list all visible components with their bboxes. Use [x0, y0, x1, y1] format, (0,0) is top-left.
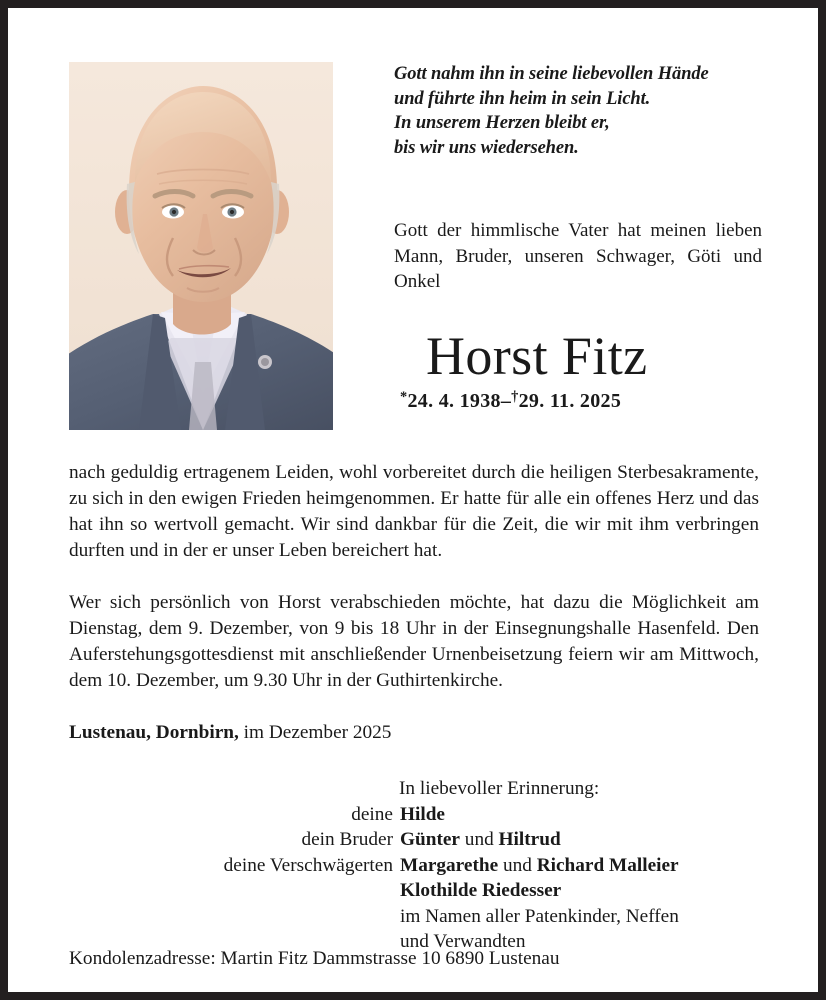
intro-text: Gott der himmlische Vater hat meinen lieben Mann, Bruder, unseren Schwager, Göti und Onkel [394, 220, 762, 292]
condolence-address: Kondolenzadresse: Martin Fitz Dammstrasse 10 6890 Lustenau [69, 948, 560, 969]
family-relation: deine Verschwägerten [223, 854, 393, 876]
portrait-illustration [69, 62, 333, 430]
birth-date: 24. 4. 1938 [407, 389, 501, 412]
family-names: Margarethe und Richard Malleier [400, 854, 679, 876]
family-relation [69, 904, 393, 930]
body-paragraph-2: Wer sich persönlich von Horst verabschieden möchte, hat dazu die Möglichkeit am Dienstag, dem 9. Dezember, von 9 bis 18 Uhr in der Einsegnungshalle Hasenfeld. Den Auferstehungsgottesdienst mit anschließender Urnenbeisetzung feiern wir am Mittwoch, dem 10. Dezember, um 9.30 Uhr in der Guthirtenkirche. [69, 592, 759, 691]
place-and-date-line [69, 720, 759, 746]
family-names: Hilde [400, 803, 445, 825]
verse-line-2: und führte ihn heim in sein Licht. [394, 88, 651, 109]
family-names: und Verwandten [400, 931, 526, 952]
life-dates [400, 390, 766, 413]
place-towns: Lustenau, Dornbirn, [69, 722, 239, 743]
date-separator: – [500, 389, 512, 412]
death-date: 29. 11. 2025 [518, 389, 622, 412]
family-list [69, 802, 759, 955]
verse-line-4: bis wir uns wiedersehen. [394, 137, 579, 158]
deceased-name: Horst Fitz [426, 325, 648, 386]
family-relation: dein Bruder [301, 829, 393, 850]
family-names: Klothilde Riedesser [400, 880, 562, 901]
memory-heading: In liebevoller Erinnerung: [399, 778, 600, 799]
verse-line-3: In unserem Herzen bleibt er, [394, 113, 610, 133]
memorial-verse [394, 62, 766, 160]
right-column [394, 62, 766, 413]
family-names: Günter und Hiltrud [400, 829, 561, 850]
death-symbol-icon: † [511, 388, 519, 405]
portrait-photo [69, 62, 333, 430]
birth-symbol-icon: * [400, 388, 408, 405]
family-relation: deine [351, 803, 393, 825]
family-relation [69, 878, 393, 904]
body-block [69, 460, 759, 746]
place-date: im Dezember 2025 [243, 722, 392, 743]
family-names: im Namen aller Patenkinder, Neffen [400, 905, 679, 927]
body-paragraph-1: nach geduldig ertragenem Leiden, wohl vorbereitet durch die heiligen Sterbesakramente, zu sich in den ewigen Frieden heimgenommen. Er hatte für alle ein offenes Herz und das hat ihn so wertvoll gemacht. Wir sind dankbar für die Zeit, die wir mit ihm verbringen durften und in der er unser Leben bereichert hat. [69, 462, 759, 561]
obituary-page [8, 8, 818, 992]
memory-block [69, 776, 759, 955]
verse-line-1: Gott nahm ihn in seine liebevollen Hände [394, 64, 709, 84]
